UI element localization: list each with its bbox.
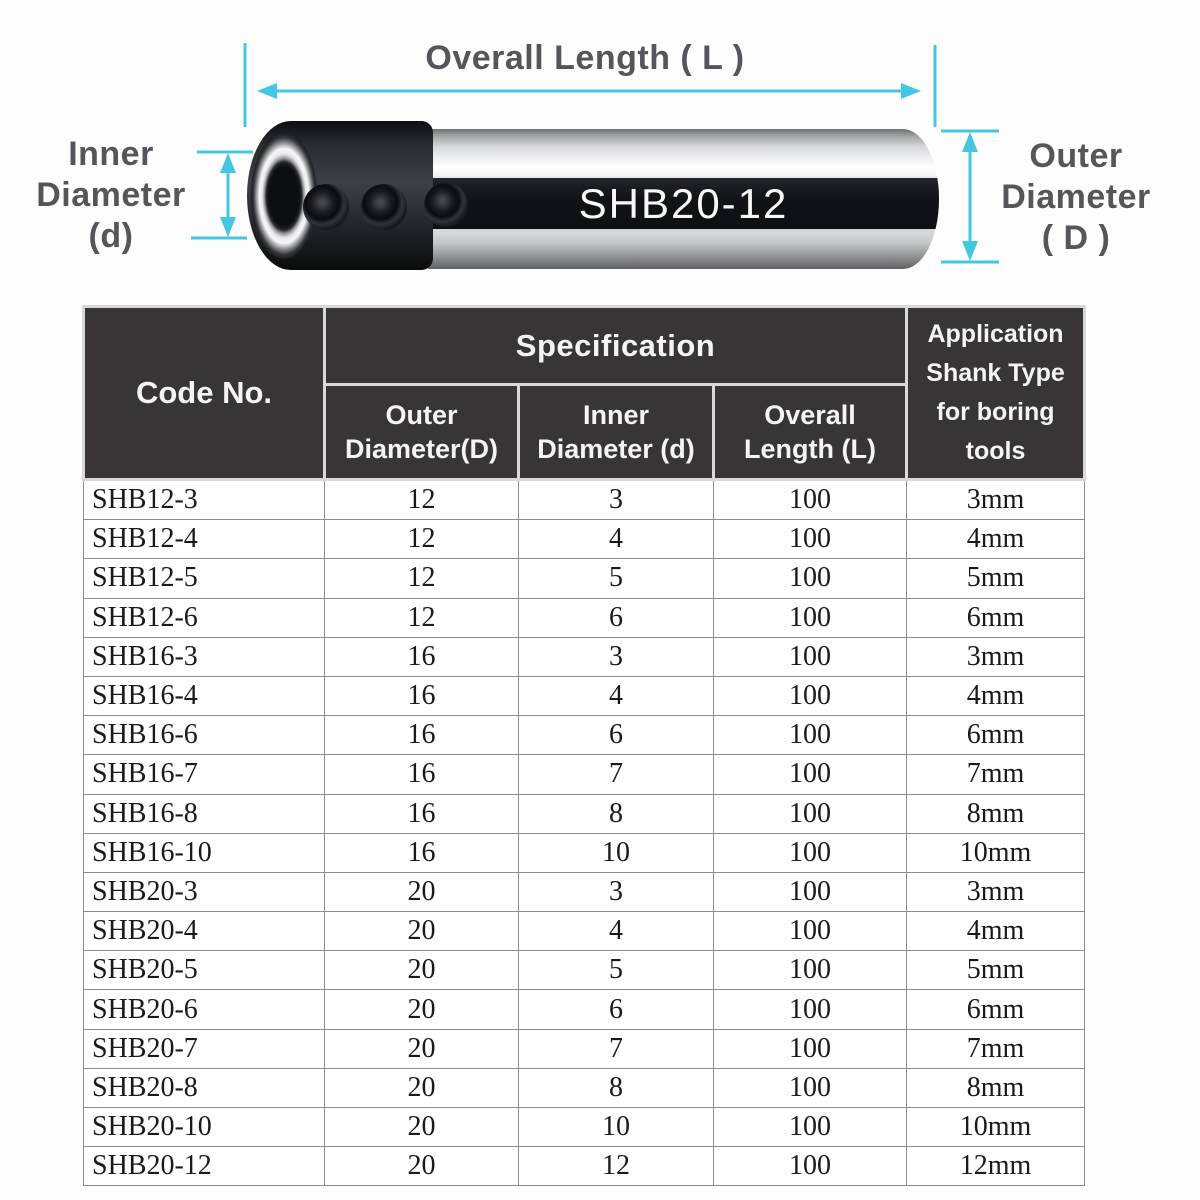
value-cell: 6 [519,598,714,637]
value-cell: 12mm [907,1147,1085,1186]
table-row [84,990,1085,1029]
value-cell: 7mm [907,755,1085,794]
value-cell: 3 [519,480,714,520]
table-row [84,794,1085,833]
value-cell: 16 [325,637,519,676]
label-line: ( D ) [1041,219,1111,257]
table-row [84,1029,1085,1068]
value-cell: 6 [519,716,714,755]
inner-diameter-label [26,134,196,257]
value-cell: 3 [519,872,714,911]
value-cell: 100 [714,637,907,676]
arrowhead-down-icon [962,241,978,261]
value-cell: 4mm [907,676,1085,715]
header-line: Shank Type [926,359,1065,387]
code-cell: SHB20-3 [84,872,325,911]
value-cell: 7 [519,755,714,794]
header-line: Diameter(D) [344,434,499,464]
label-line: Outer [1029,137,1123,175]
table-row [84,1068,1085,1107]
code-cell: SHB12-3 [84,480,325,520]
value-cell: 20 [325,912,519,951]
table-row [84,1108,1085,1147]
outer-diameter-label [990,136,1162,259]
value-cell: 7 [519,1029,714,1068]
table-row [84,598,1085,637]
value-cell: 100 [714,1068,907,1107]
table-row [84,1147,1085,1186]
value-cell: 6mm [907,716,1085,755]
label-line: (d) [88,217,134,255]
tool-model-text: SHB20-12 [578,179,789,227]
label-line: Inner [68,135,154,173]
value-cell: 100 [714,1108,907,1147]
value-cell: 4mm [907,912,1085,951]
table-row [84,912,1085,951]
arrowhead-up-icon [962,132,978,152]
value-cell: 100 [714,833,907,872]
value-cell: 100 [714,1147,907,1186]
value-cell: 16 [325,755,519,794]
table-row [84,559,1085,598]
header-line: for boring [936,398,1055,426]
value-cell: 100 [714,872,907,911]
value-cell: 100 [714,990,907,1029]
value-cell: 16 [325,833,519,872]
value-cell: 100 [714,1029,907,1068]
value-cell: 8mm [907,794,1085,833]
spec-table [82,305,1086,1186]
value-cell: 16 [325,794,519,833]
value-cell: 5 [519,559,714,598]
value-cell: 20 [325,1029,519,1068]
table-row [84,716,1085,755]
value-cell: 100 [714,559,907,598]
value-cell: 100 [714,912,907,951]
value-cell: 20 [325,1147,519,1186]
arrowhead-left-icon [257,83,277,99]
value-cell: 8 [519,794,714,833]
header-line: Overall [764,400,856,430]
header-line: Application [927,320,1064,348]
header-line: Outer [385,400,458,430]
value-cell: 20 [325,951,519,990]
table-row [84,951,1085,990]
header-line: Diameter (d) [537,434,695,464]
value-cell: 3mm [907,480,1085,520]
value-cell: 10mm [907,1108,1085,1147]
header-code-no: Code No. [84,307,325,480]
value-cell: 7mm [907,1029,1085,1068]
overall-length-label: Overall Length ( L ) [425,39,745,77]
header-line: Inner [582,400,649,430]
value-cell: 4 [519,912,714,951]
value-cell: 3mm [907,637,1085,676]
value-cell: 6mm [907,990,1085,1029]
value-cell: 12 [325,480,519,520]
code-cell: SHB12-6 [84,598,325,637]
value-cell: 20 [325,872,519,911]
code-cell: SHB16-4 [84,676,325,715]
table-row [84,833,1085,872]
dimension-arrowheads [220,83,978,261]
table-row [84,872,1085,911]
table-row [84,676,1085,715]
code-cell: SHB20-6 [84,990,325,1029]
value-cell: 100 [714,676,907,715]
code-cell: SHB20-7 [84,1029,325,1068]
arrowhead-down-icon [220,217,236,237]
code-cell: SHB20-10 [84,1108,325,1147]
value-cell: 8 [519,1068,714,1107]
code-cell: SHB12-5 [84,559,325,598]
value-cell: 100 [714,716,907,755]
code-cell: SHB16-3 [84,637,325,676]
header-specification: Specification [325,307,907,385]
label-line: Diameter [36,176,186,214]
value-cell: 12 [325,520,519,559]
header-outer-diameter [325,385,519,480]
value-cell: 20 [325,990,519,1029]
value-cell: 100 [714,520,907,559]
code-cell: SHB20-8 [84,1068,325,1107]
value-cell: 100 [714,951,907,990]
value-cell: 10 [519,1108,714,1147]
value-cell: 5mm [907,559,1085,598]
value-cell: 5mm [907,951,1085,990]
spec-table-header [84,307,1085,480]
code-cell: SHB12-4 [84,520,325,559]
value-cell: 3mm [907,872,1085,911]
code-cell: SHB20-12 [84,1147,325,1186]
spec-table-body [84,480,1085,1186]
value-cell: 100 [714,794,907,833]
arrowhead-right-icon [901,83,921,99]
value-cell: 4 [519,520,714,559]
header-inner-diameter [519,385,714,480]
value-cell: 20 [325,1068,519,1107]
header-overall-length [714,385,907,480]
value-cell: 100 [714,480,907,520]
value-cell: 16 [325,676,519,715]
value-cell: 100 [714,598,907,637]
value-cell: 6 [519,990,714,1029]
value-cell: 12 [325,559,519,598]
arrowhead-up-icon [220,153,236,173]
value-cell: 8mm [907,1068,1085,1107]
value-cell: 12 [325,598,519,637]
code-cell: SHB20-5 [84,951,325,990]
value-cell: 12 [519,1147,714,1186]
code-cell: SHB16-7 [84,755,325,794]
value-cell: 5 [519,951,714,990]
code-cell: SHB20-4 [84,912,325,951]
code-cell: SHB16-10 [84,833,325,872]
value-cell: 10 [519,833,714,872]
table-row [84,520,1085,559]
value-cell: 4 [519,676,714,715]
label-line: Diameter [1001,178,1151,216]
code-cell: SHB16-8 [84,794,325,833]
header-line: tools [965,437,1026,465]
value-cell: 4mm [907,520,1085,559]
value-cell: 10mm [907,833,1085,872]
value-cell: 100 [714,755,907,794]
header-line: Length (L) [744,434,876,464]
tool-diagram [0,0,1200,300]
table-row [84,480,1085,520]
header-application [907,307,1085,480]
table-row [84,755,1085,794]
value-cell: 16 [325,716,519,755]
table-row [84,637,1085,676]
value-cell: 3 [519,637,714,676]
code-cell: SHB16-6 [84,716,325,755]
value-cell: 6mm [907,598,1085,637]
value-cell: 20 [325,1108,519,1147]
